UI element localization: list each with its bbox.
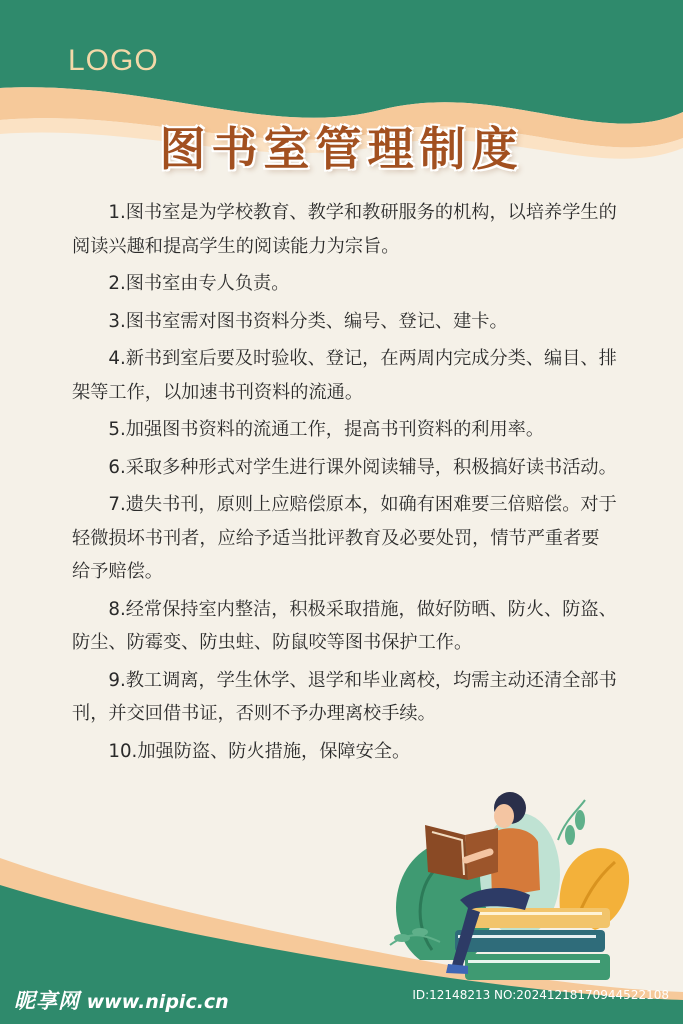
rule-item: 1.图书室是为学校教育、教学和教研服务的机构，以培养学生的阅读兴趣和提高学生的阅读能力为宗旨。 [72,202,617,257]
rule-item: 4.新书到室后要及时验收、登记，在两周内完成分类、编目、排架等工作，以加速书刊资料的流通。 [72,348,617,403]
rule-item: 10.加强防盗、防火措施，保障安全。 [108,740,411,762]
watermark-id: ID:12148213 NO:20241218170944522108 [412,988,669,1002]
rule-item: 6.采取多种形式对学生进行课外阅读辅导，积极搞好读书活动。 [108,456,617,478]
watermark-brand-name: 昵享网 [14,989,80,1013]
rule-item: 5.加强图书资料的流通工作，提高书刊资料的利用率。 [108,419,545,440]
reading-person-illustration [380,780,640,990]
logo-text: LOGO [68,44,159,77]
rule-item: 3.图书室需对图书资料分类、编号、登记、建卡。 [108,310,508,332]
page-title: 图书室管理制度 [159,122,524,176]
rule-item: 7.遗失书刊，原则上应赔偿原本，如确有困难要三倍赔偿。对于轻微损坏书刊者，应给予适当批评教育及必要处罚，情节严重者要给予赔偿。 [72,494,617,582]
watermark-brand [14,985,229,1015]
rule-item: 8.经常保持室内整洁，积极采取措施，做好防晒、防火、防盗、防尘、防霉变、防虫蛀、防鼠咬等图书保护工作。 [72,598,617,653]
rules-list [72,196,617,772]
rule-item: 9.教工调离，学生休学、退学和毕业离校，均需主动还清全部书刊，并交回借书证，否则不予办理离校手续。 [72,669,617,724]
rule-item: 2.图书室由专人负责。 [108,273,290,294]
watermark-site: www.nipic.cn [86,991,229,1013]
